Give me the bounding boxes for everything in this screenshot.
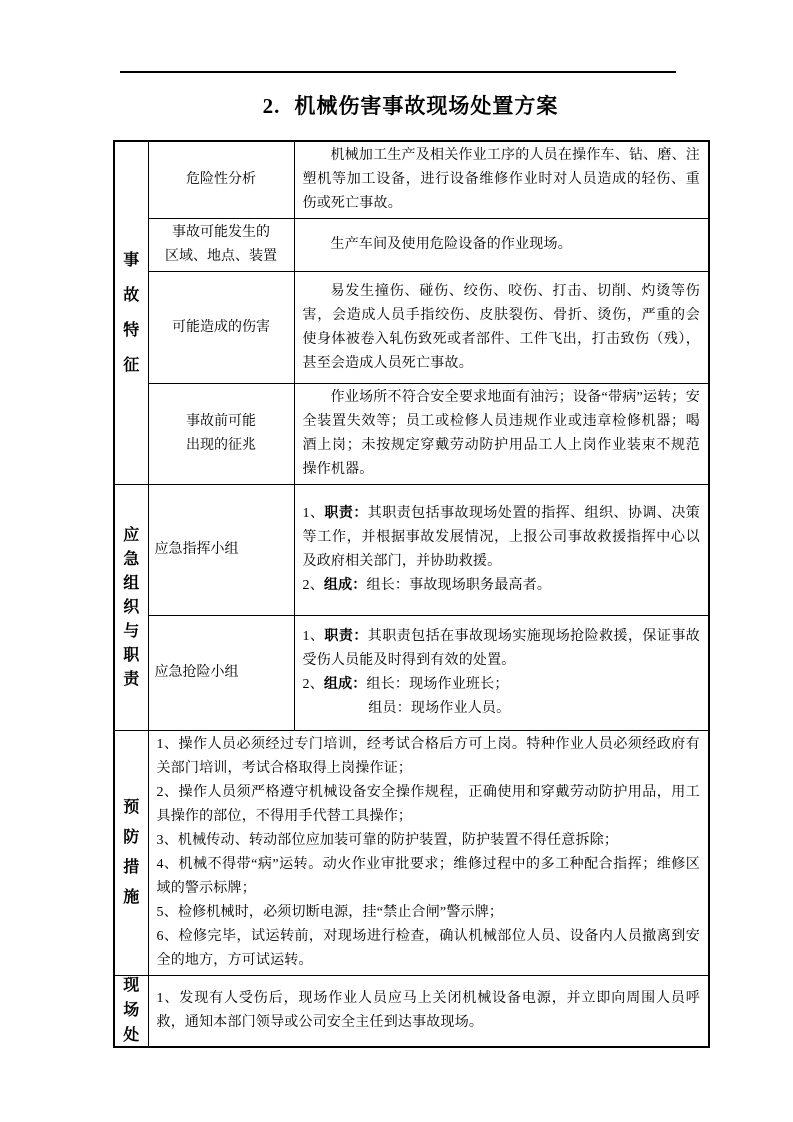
title-number: 2. (262, 94, 281, 118)
header-char: 场 (123, 1002, 140, 1019)
item-number: 2、 (302, 578, 324, 593)
hazard-content-cell (294, 141, 709, 219)
signs-content-cell (294, 384, 709, 485)
hazard-label: 危险性分析 (148, 141, 294, 219)
header-char: 现 (123, 977, 140, 994)
signs-label-line1: 事故前可能 (186, 414, 256, 429)
row-signs (114, 384, 709, 485)
composition-text: 组长：现场作业班长； (366, 677, 509, 692)
header-char: 处 (123, 1027, 140, 1044)
header-char: 职 (123, 646, 140, 664)
duty-keyword: 职责： (324, 629, 368, 644)
rescue-group-content-cell (294, 616, 709, 731)
prevention-item: 5、检修机械时，必须切断电源，挂“禁止合闸”警示牌； (156, 905, 504, 920)
header-char: 事 (123, 251, 140, 269)
rescue-duty (303, 625, 701, 673)
command-duty (303, 502, 701, 574)
header-char: 故 (123, 286, 140, 304)
duty-text: 其职责包括在事故现场实施现场抢险救援，保证事故受伤人员能及时得到有效的处置。 (302, 629, 700, 668)
rescue-members: 组员：现场作业人员。 (368, 701, 511, 716)
area-content: 生产车间及使用危险设备的作业现场。 (330, 237, 572, 252)
signs-content: 作业场所不符合安全要求地面有油污；设备“带病”运转；安全装置失效等；员工或检修人员违规作业或违章检修机器；喝酒上岗；未按规定穿戴劳动防护用品工人上岗作业装束不规范操作机器。 (302, 390, 700, 477)
harm-label: 可能造成的伤害 (148, 272, 294, 384)
harm-content-cell (294, 272, 709, 384)
composition-keyword: 组成： (323, 677, 367, 692)
signs-label-line2: 出现的征兆 (186, 438, 256, 453)
section-header-features-text (123, 253, 140, 374)
composition-text: 组长：事故现场职务最高者。 (366, 578, 552, 593)
header-char: 与 (123, 622, 140, 640)
prevention-item: 6、检修完毕，试运转前，对现场进行检查，确认机械部位人员、设备内人员撤离到安全的地方，方可试运转。 (156, 929, 700, 968)
composition-keyword: 组成： (323, 578, 367, 593)
header-char: 织 (123, 598, 140, 616)
section-header-organization-text (123, 528, 140, 688)
command-composition (303, 574, 701, 598)
prevention-item: 3、机械传动、转动部位应加装可靠的防护装置，防护装置不得任意拆除； (156, 833, 619, 848)
prevention-item: 1、操作人员必须经过专门培训，经考试合格后方可上岗。特种作业人员必须经政府有关部门培训，考试合格取得上岗操作证； (156, 737, 700, 776)
header-rule (120, 71, 676, 73)
header-char: 措 (123, 859, 140, 876)
page-title (113, 90, 708, 120)
row-area (114, 219, 709, 272)
header-char: 预 (123, 799, 140, 816)
item-number: 1、 (302, 506, 325, 521)
section-header-prevention (114, 731, 148, 976)
item-number: 1、 (302, 629, 325, 644)
header-char: 特 (123, 321, 140, 339)
onsite-content: 1、发现有人受伤后，现场作业人员应马上关闭机械设备电源，并立即向周围人员呼救，通知本部门领导或公司安全主任到达事故现场。 (156, 991, 700, 1030)
header-char: 征 (123, 356, 140, 374)
signs-label (148, 384, 294, 485)
section-header-organization (114, 485, 148, 731)
duty-text: 其职责包括事故现场处置的指挥、组织、协调、决策等工作，并根据事故发展情况，上报公司事故救援指挥中心以及政府相关部门，并协助救援。 (302, 506, 700, 569)
duty-keyword: 职责： (324, 506, 368, 521)
header-char: 施 (123, 889, 140, 906)
header-char: 应 (123, 526, 140, 544)
area-label-line2: 区域、地点、装置 (165, 249, 277, 264)
section-header-prevention-text (123, 800, 140, 906)
header-char: 急 (123, 550, 140, 568)
onsite-content-cell (148, 976, 709, 1048)
section-header-features (114, 141, 148, 485)
header-char: 组 (123, 574, 140, 592)
section-header-onsite-text (123, 978, 140, 1044)
row-onsite (114, 976, 709, 1048)
rescue-composition (303, 673, 701, 697)
title-text: 机械伤害事故现场处置方案 (294, 94, 559, 118)
row-rescue-group (114, 616, 709, 731)
area-label (148, 219, 294, 272)
header-char: 责 (123, 670, 140, 688)
prevention-item: 4、机械不得带“病”运转。动火作业审批要求；维修过程中的多工种配合指挥；维修区域的警示标牌； (156, 857, 700, 896)
rescue-group-label: 应急抢险小组 (148, 616, 294, 731)
row-command-group (114, 485, 709, 616)
hazard-content: 机械加工生产及相关作业工序的人员在操作车、钻、磨、注塑机等加工设备，进行设备维修作业时对人员造成的轻伤、重伤或死亡事故。 (302, 148, 700, 211)
harm-content: 易发生撞伤、碰伤、绞伤、咬伤、打击、切削、灼烫等伤害，会造成人员手指绞伤、皮肤裂伤、骨折、烫伤，严重的会使身体被卷入轧伤致死或者部件、工件飞出，打击致伤（残），甚至会造成人员死亡事故。 (302, 283, 700, 371)
command-group-label: 应急指挥小组 (148, 485, 294, 616)
section-header-onsite (114, 976, 148, 1048)
command-group-content-cell (294, 485, 709, 616)
header-char: 防 (123, 829, 140, 846)
area-content-cell (294, 219, 709, 272)
item-number: 2、 (302, 677, 324, 692)
row-harm (114, 272, 709, 384)
row-hazard (114, 141, 709, 219)
row-prevention (114, 731, 709, 976)
prevention-content-cell (148, 731, 709, 976)
area-label-line1: 事故可能发生的 (172, 225, 270, 240)
prevention-item: 2、操作人员须严格遵守机械设备安全操作规程，正确使用和穿戴劳动防护用品，用工具操作的部位，不得用手代替工具操作； (156, 785, 700, 824)
plan-table (113, 140, 710, 1048)
